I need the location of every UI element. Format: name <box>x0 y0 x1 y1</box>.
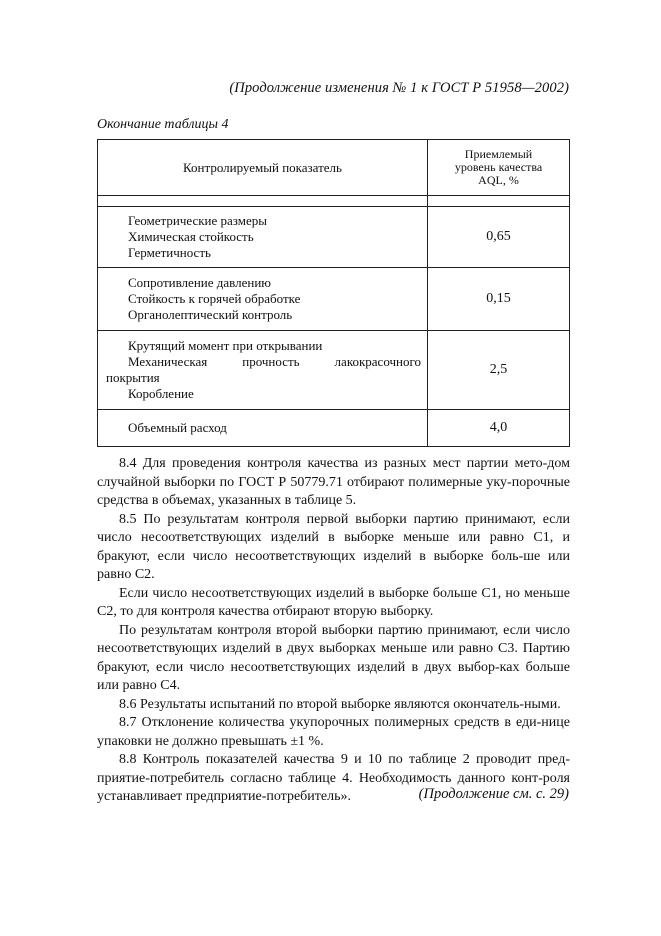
page-header: (Продолжение изменения № 1 к ГОСТ Р 51958—2002) <box>229 80 569 96</box>
aql-table <box>97 139 570 447</box>
indicator-cell <box>98 207 428 268</box>
indicator-item: Крутящий момент при открывании <box>128 338 323 353</box>
table-header-row <box>98 140 570 196</box>
paragraph: По результатам контроля второй выборки партию принимают, если число несоответствующих изделий в двух выборках меньше или равно С3. Партию бракуют, если число несоответствующих изделий в двух выбор-ках больше или равно С4. <box>97 622 570 693</box>
table-caption: Окончание таблицы 4 <box>97 117 229 132</box>
aql-value: 0,15 <box>428 268 570 331</box>
page-footer: (Продолжение см. с. 29) <box>418 786 569 802</box>
col-header-indicator: Контролируемый показатель <box>98 140 428 196</box>
body-text <box>97 455 570 807</box>
indicator-item: Стойкость к горячей обработке <box>128 291 301 306</box>
paragraph: 8.4 Для проведения контроля качества из разных мест партии мето-дом случайной выборки по ГОСТ Р 50779.71 отбирают полимерные уку-порочные средства в объемах, указанных в таблице 5. <box>97 456 570 508</box>
indicator-item: Сопротивление давлению <box>128 275 271 290</box>
paragraph: 8.7 Отклонение количества укупорочных полимерных средств в еди-нице упаковки не должно превышать ±1 %. <box>97 715 570 749</box>
table-row <box>98 207 570 268</box>
aql-value: 4,0 <box>428 410 570 447</box>
col-header-aql-line: Приемлемый <box>464 147 533 161</box>
indicator-item-continuation: покрытия <box>106 370 160 385</box>
indicator-item: Механическая прочность лакокрасочного <box>128 354 421 369</box>
paragraph: 8.5 По результатам контроля первой выборки партию принимают, если число несоответствующих изделий в выборке меньше или равно С1, и бракуют, если число несоответствующих изделий в выборке боль-ше или равно С2. <box>97 511 570 582</box>
indicator-item: Герметичность <box>128 245 211 260</box>
col-header-aql <box>428 140 570 196</box>
indicator-item: Органолептический контроль <box>128 307 293 322</box>
indicator-item: Химическая стойкость <box>128 229 254 244</box>
header-spacer <box>98 196 570 207</box>
table-row <box>98 331 570 410</box>
paragraph: 8.8 Контроль показателей качества 9 и 10 по таблице 2 проводит пред-приятие-потребитель согласно таблице 4. Необходимость данного конт-роля устанавливает предприятие-потребитель». <box>97 752 570 804</box>
paragraph: Если число несоответствующих изделий в выборке больше С1, но меньше С2, то для контроля качества отбирают вторую выборку. <box>97 585 570 619</box>
indicator-item: Коробление <box>128 386 194 401</box>
indicator-item: Геометрические размеры <box>128 213 267 228</box>
indicator-cell <box>98 331 428 410</box>
indicator-cell <box>98 410 428 447</box>
paragraph: 8.6 Результаты испытаний по второй выборке являются окончатель-ными. <box>119 696 561 712</box>
indicator-cell <box>98 268 428 331</box>
table-row <box>98 268 570 331</box>
col-header-aql-line: AQL, % <box>478 173 519 187</box>
aql-value: 0,65 <box>428 207 570 268</box>
indicator-item: Объемный расход <box>128 420 227 435</box>
table-row <box>98 410 570 447</box>
aql-value: 2,5 <box>428 331 570 410</box>
col-header-aql-line: уровень качества <box>454 160 543 174</box>
